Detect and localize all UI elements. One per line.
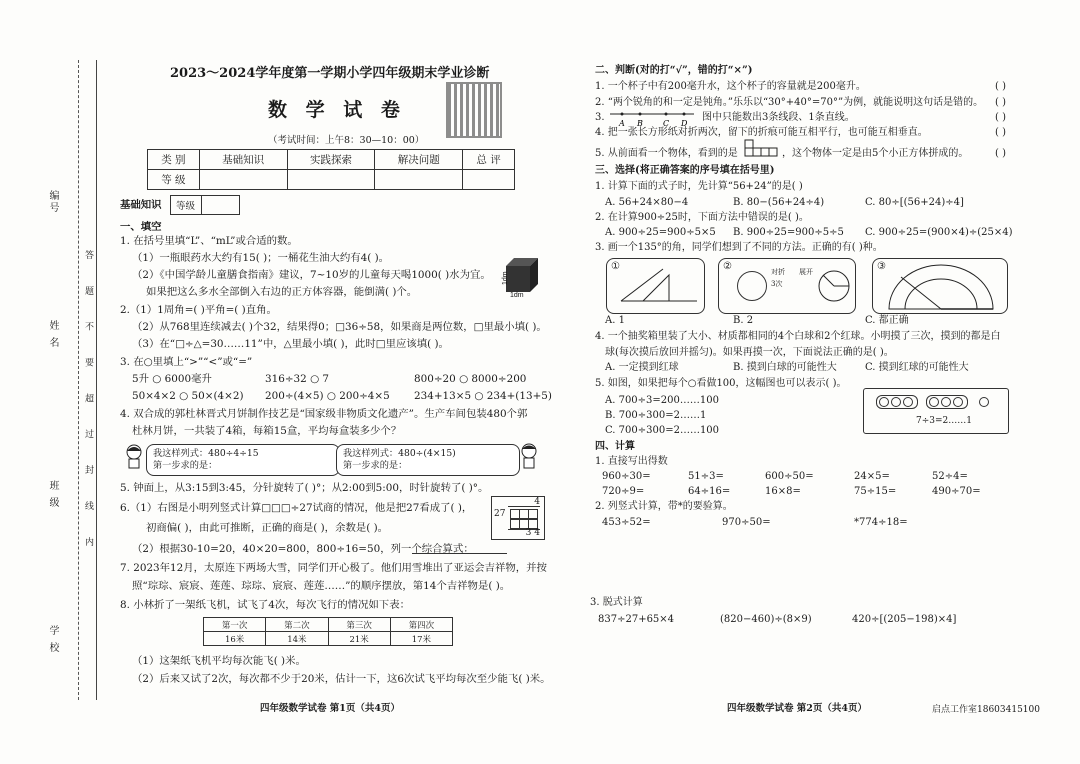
figure-number: ② [723, 261, 732, 272]
long-division-figure [491, 496, 545, 540]
stepwise-item: 420÷[(205−198)×4] [852, 614, 957, 625]
score-cell[interactable] [463, 170, 515, 190]
exam-time: （考试时间：上午8：30—10：00） [268, 135, 425, 146]
grade-label: 等级 [176, 201, 196, 212]
option: B. 2 [733, 315, 754, 326]
q4b: 杜林月饼，一共装了4箱，每箱15盒，平均每盒装多少个？ [132, 425, 402, 437]
q6a: 6.（1）右图是小明列竖式计算□□□÷27试商的情况，他是把27看成了( )， [120, 502, 473, 514]
point-label: D [681, 119, 688, 128]
student-girl-icon [124, 443, 144, 469]
q7a: 7. 2023年12月，太原连下两场大雪，同学们开心极了。他们用雪堆出了亚运会吉祥物，并按 [120, 562, 547, 574]
ldiv-remainder: 3 4 [525, 528, 540, 538]
q8b: （2）后来又试了2次，每次都不少于20米，估计一下，这6次试飞平均每次至少能飞( )米。 [132, 673, 551, 685]
section-fill: 一、填空 [120, 221, 162, 233]
cube-figure [498, 252, 546, 298]
q7b: 照“琮琮、宸宸、莲莲、琮琮、宸宸、莲莲……”的顺序摆放，第14个吉祥物是( )。 [132, 580, 511, 592]
judge-mark[interactable]: ( ) [995, 81, 1006, 92]
score-cell[interactable] [287, 170, 375, 190]
q2b: （2）从768里连续减去( )个32，结果得0；□36÷58，如果商是两位数，□里最小填( )。 [132, 321, 547, 333]
seal-text: 答 题 不 要 超 过 封 线 内 [83, 250, 93, 558]
circle-group-figure [863, 388, 1009, 434]
option: B. 900÷25=900÷5÷5 [733, 227, 844, 238]
oral-item: 64÷16= [688, 486, 731, 497]
fold-label: 对折 [771, 268, 785, 276]
bubble-text: 我这样列式：480÷4÷15 [153, 448, 259, 459]
option: B. 摸到白球的可能性大 [733, 362, 837, 373]
student-boy-icon [518, 441, 540, 469]
option: C. 80÷[(56+24)÷4] [865, 197, 964, 208]
k3: 3. 脱式计算 [590, 597, 643, 608]
times-label: 3次 [771, 280, 783, 288]
qr-code [446, 82, 502, 138]
q8a: （1）这架纸飞机平均每次能飞( )米。 [132, 655, 306, 667]
oral-item: 960÷30= [602, 471, 651, 482]
score-row-label: 等 级 [148, 170, 200, 190]
option: C. 摸到红球的可能性大 [865, 362, 969, 373]
section-judge: 二、判断(对的打“√”，错的打“×”) [595, 65, 753, 76]
vertical-item: *774÷18= [854, 517, 908, 528]
j3-num: 3. [595, 112, 605, 123]
ldiv-quotient: 4 [534, 497, 540, 507]
score-header: 基础知识 [199, 150, 287, 170]
point-label: A [619, 119, 625, 128]
score-cell[interactable] [199, 170, 287, 190]
oral-item: 52÷4= [932, 471, 968, 482]
option: C. 700÷300=2……100 [605, 425, 720, 436]
q3-item: 800÷20 ○ 8000÷200 [414, 373, 527, 385]
q5: 5. 钟面上，从3:15到3:45，分针旋转了( )°；从2:00到5:00，时针旋转了( )°。 [120, 482, 489, 494]
score-header: 类 别 [148, 150, 200, 170]
q8: 8. 小林折了一架纸飞机，试飞了4次，每次飞行的情况如下表： [120, 599, 410, 611]
figure-number: ① [611, 261, 620, 272]
c4a: 4. 一个抽奖箱里装了大小、材质都相同的4个白球和2个红球。小明摸了三次，摸到的都是白 [595, 331, 1001, 342]
bubble-text: 第一步求的是： [343, 460, 408, 471]
binding-line-solid [96, 60, 97, 700]
binding-line [78, 60, 79, 700]
c3: 3. 画一个135°的角，同学们想到了不同的方法。正确的有( )种。 [595, 242, 883, 253]
vertical-item: 453÷52= [602, 517, 651, 528]
j5b: ，这个物体一定是由5个小正方体拼成的。 [782, 148, 969, 159]
angle-figure-2 [718, 258, 856, 314]
q3-item: 200÷(4×5) ○ 200÷4×5 [265, 390, 390, 402]
vertical-item: 970÷50= [722, 517, 771, 528]
binding-name-label: 姓 名 [47, 320, 58, 350]
footer-left: 四年级数学试卷 第1页（共4页） [260, 703, 401, 714]
point-label: C [663, 119, 670, 128]
flight-value: 17米 [390, 632, 452, 646]
bubble-text: 第一步求的是： [153, 460, 218, 471]
c5: 5. 如图，如果把每个○看做100，这幅图也可以表示( )。 [595, 378, 847, 389]
speech-bubble [336, 444, 520, 476]
q1c: 如果把这么多水全部倒入右边的正方体容器，能倒满( )个。 [146, 286, 418, 298]
q4a: 4. 双合成的郭杜林晋式月饼制作技艺是“国家级非物质文化遗产”。生产车间包装480个郭 [120, 408, 528, 420]
flight-header: 第三次 [328, 618, 390, 632]
cube-edge-label: 1dm [510, 292, 524, 298]
flight-header: 第一次 [204, 618, 266, 632]
footer-right: 四年级数学试卷 第2页（共4页） [727, 703, 868, 714]
option: A. 56+24×80−4 [605, 197, 689, 208]
oral-item: 24×5= [854, 471, 890, 482]
q6c: （2）根据30-10=20，40×20=800，800÷16=50，列一个综合算式： [132, 543, 474, 555]
section-basic: 基础知识 [120, 199, 162, 211]
q3-item: 5升 ○ 6000毫升 [132, 373, 212, 385]
option: B. 700÷300=2……1 [605, 410, 707, 421]
j2: 2. “两个锐角的和一定是钝角。”乐乐以“30°+40°=70°”为例，就能说明这句话是错的。 [595, 97, 984, 108]
exam-title: 2023～2024学年度第一学期小学四年级期末学业诊断 [170, 66, 490, 81]
c4b: 球(每次摸后放回并摇匀)。如果再摸一次，下面说法正确的是( )。 [605, 347, 894, 358]
grade-box[interactable] [170, 195, 240, 215]
answer-line[interactable] [412, 553, 507, 554]
section-calc: 四、计算 [595, 441, 635, 452]
oral-item: 600÷50= [765, 471, 814, 482]
speech-bubble [146, 444, 340, 476]
cube-edge-label: 1dm [502, 271, 509, 285]
binding-school-label: 学 校 [47, 625, 58, 655]
ldiv-divisor: 27 [494, 509, 506, 519]
score-table [147, 149, 515, 190]
score-header: 实践探索 [287, 150, 375, 170]
stepwise-item: (820−460)÷(8×9) [720, 614, 812, 625]
flight-header: 第二次 [266, 618, 328, 632]
studio-credit: 启点工作室18603415100 [932, 705, 1040, 715]
j1: 1. 一个杯子中有200毫升水，这个杯子的容量就是200毫升。 [595, 81, 866, 92]
option: C. 900÷25=(900×4)÷(25×4) [865, 227, 1013, 238]
j4: 4. 把一张长方形纸对折两次，留下的折痕可能互相平行，也可能互相垂直。 [595, 127, 928, 138]
score-header: 总 评 [463, 150, 515, 170]
flight-value: 14米 [266, 632, 328, 646]
q3-item: 50×4×2 ○ 50×(4×2) [132, 390, 244, 402]
angle-figure-3 [872, 258, 1008, 314]
option: C. 都正确 [865, 315, 909, 326]
subject-title: 数 学 试 卷 [268, 99, 406, 121]
figure-number: ③ [877, 261, 886, 272]
q3-item: 316÷32 ○ 7 [265, 373, 330, 385]
line-segment-figure [608, 108, 696, 128]
j3: 图中只能数出3条线段、1条直线。 [702, 112, 855, 123]
q1b: （2）《中国学龄儿童膳食指南》建议，7~10岁的儿童每天喝1000( )水为宜。 [132, 269, 491, 281]
figure-equation: 7÷3=2……1 [916, 416, 972, 426]
flight-value: 16米 [204, 632, 266, 646]
option: B. 80−(56+24÷4) [733, 197, 825, 208]
oral-item: 490÷70= [932, 486, 981, 497]
flight-value: 21米 [328, 632, 390, 646]
score-header: 解决问题 [375, 150, 463, 170]
q3-item: 234+13×5 ○ 234+(13+5) [414, 390, 552, 402]
judge-mark[interactable]: ( ) [995, 97, 1006, 108]
section-choice: 三、选择(将正确答案的序号填在括号里) [595, 165, 775, 176]
k1: 1. 直接写出得数 [595, 456, 668, 467]
q2c: （3）在“□÷△=30……11”中，△里最小填( )，此时□里应该填( )。 [132, 338, 449, 350]
oral-item: 51÷3= [688, 471, 724, 482]
front-view-figure [744, 139, 784, 159]
binding-class-label: 班 级 [47, 480, 58, 510]
c2: 2. 在计算900÷25时，下面方法中错误的是( )。 [595, 212, 809, 223]
option: A. 1 [605, 315, 625, 326]
judge-mark[interactable]: ( ) [995, 127, 1006, 138]
oral-item: 75÷15= [854, 486, 897, 497]
flight-table [203, 617, 453, 646]
option: A. 900÷25=900÷5×5 [605, 227, 716, 238]
option: A. 700÷3=200……100 [605, 395, 719, 406]
q1: 1. 在括号里填“L”、“mL”或合适的数。 [120, 235, 298, 247]
q3: 3. 在○里填上“>”“<”或“=” [120, 356, 253, 368]
k2: 2. 列竖式计算，带*的要验算。 [595, 501, 733, 512]
oral-item: 720÷9= [602, 486, 645, 497]
open-label: 展开 [799, 268, 813, 276]
stepwise-item: 837÷27+65×4 [598, 614, 675, 625]
binding-number-label: 编号 [47, 190, 58, 214]
angle-figure-1 [606, 258, 705, 314]
point-label: B [637, 119, 643, 128]
q6b: 初商偏( )，由此可推断，正确的商是( )，余数是( )。 [146, 522, 389, 534]
judge-mark[interactable]: ( ) [995, 148, 1006, 159]
oral-item: 16×8= [765, 486, 801, 497]
c1: 1. 计算下面的式子时，先计算“56+24”的是( ) [595, 181, 803, 192]
flight-header: 第四次 [390, 618, 452, 632]
option: A. 一定摸到红球 [605, 362, 679, 373]
judge-mark[interactable]: ( ) [995, 112, 1006, 123]
bubble-text: 我这样列式：480÷(4×15) [343, 448, 456, 459]
q2a: 2.（1）1周角=( )平角=( )直角。 [120, 304, 277, 316]
q1a: （1）一瓶眼药水大约有15( )；一桶花生油大约有4( )。 [132, 252, 390, 264]
score-cell[interactable] [375, 170, 463, 190]
j5a: 5. 从前面看一个物体，看到的是 [595, 148, 738, 159]
